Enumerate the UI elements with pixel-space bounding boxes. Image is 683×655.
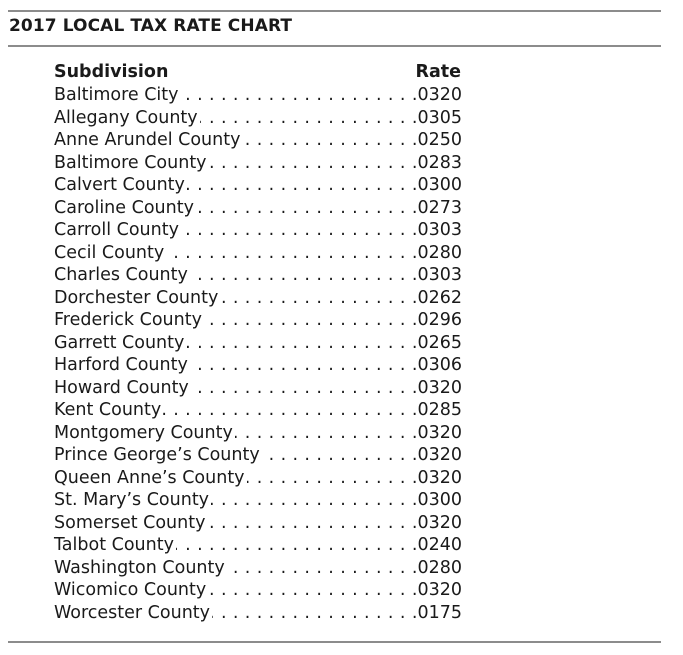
table-row — [54, 557, 464, 580]
tax-rate-value: .0280 — [411, 557, 462, 578]
tax-rate-value: .0300 — [411, 490, 462, 510]
tax-rate-value: .0320 — [411, 422, 462, 443]
tax-rate-value: .0283 — [411, 152, 462, 173]
table-row — [54, 534, 464, 557]
table-row — [54, 84, 464, 107]
tax-rate-value: .0265 — [411, 332, 462, 353]
subdivision-name: Allegany County — [54, 107, 198, 128]
page-title: 2017 LOCAL TAX RATE CHART — [9, 16, 293, 36]
column-header-rate: Rate — [415, 62, 461, 82]
tax-rate-value: .0296 — [411, 310, 462, 330]
subdivision-name: Frederick County — [54, 310, 202, 330]
subdivision-name: Washington County — [54, 557, 225, 578]
table-row — [54, 219, 464, 242]
table-row — [54, 399, 464, 422]
tax-rate-value: .0320 — [411, 445, 462, 465]
subdivision-name: Garrett County — [54, 332, 185, 353]
table-row — [54, 309, 464, 332]
tax-rate-value: .0280 — [411, 242, 462, 263]
table-row — [54, 332, 464, 355]
subdivision-name: Worcester County — [54, 602, 211, 623]
tax-rate-value: .0285 — [411, 400, 462, 420]
subdivision-name: Queen Anne’s County — [54, 467, 245, 488]
table-row — [54, 152, 464, 175]
subdivision-name: Anne Arundel County — [54, 130, 241, 150]
subdivision-name: Caroline County — [54, 197, 194, 218]
tax-rate-value: .0305 — [411, 107, 462, 128]
tax-rate-value: .0320 — [411, 377, 462, 398]
table-header — [54, 60, 464, 84]
table-row — [54, 264, 464, 287]
subdivision-name: St. Mary’s County — [54, 490, 210, 510]
tax-rate-value: .0320 — [411, 467, 462, 488]
tax-rate-value: .0306 — [411, 355, 462, 375]
subdivision-name: Baltimore City — [54, 85, 179, 105]
table-row — [54, 354, 464, 377]
table-row — [54, 287, 464, 310]
subdivision-name: Dorchester County — [54, 287, 219, 308]
table-row — [54, 107, 464, 130]
subdivision-name: Carroll County — [54, 220, 179, 240]
tax-rate-value: .0262 — [411, 287, 462, 308]
table-body — [54, 84, 464, 624]
table-row — [54, 444, 464, 467]
table-row — [54, 422, 464, 445]
column-header-subdivision: Subdivision — [54, 62, 169, 82]
table-row — [54, 489, 464, 512]
subdivision-name: Prince George’s County — [54, 445, 260, 465]
table-row — [54, 512, 464, 535]
table-row — [54, 377, 464, 400]
tax-rate-value: .0303 — [411, 220, 462, 240]
title-divider — [8, 45, 661, 47]
subdivision-name: Kent County — [54, 400, 162, 420]
table-row — [54, 197, 464, 220]
tax-rate-value: .0320 — [411, 512, 462, 533]
subdivision-name: Charles County — [54, 265, 188, 285]
table-row — [54, 579, 464, 602]
subdivision-name: Howard County — [54, 377, 189, 398]
tax-rate-value: .0320 — [411, 580, 462, 600]
table-row — [54, 602, 464, 625]
table-row — [54, 242, 464, 265]
tax-rate-value: .0300 — [411, 175, 462, 195]
tax-rate-table — [54, 60, 464, 624]
table-row — [54, 174, 464, 197]
subdivision-name: Talbot County — [54, 535, 174, 555]
subdivision-name: Cecil County — [54, 242, 165, 263]
tax-rate-value: .0240 — [411, 535, 462, 555]
tax-rate-value: .0320 — [411, 85, 462, 105]
table-row — [54, 467, 464, 490]
subdivision-name: Wicomico County — [54, 580, 207, 600]
table-row — [54, 129, 464, 152]
subdivision-name: Montgomery County — [54, 422, 233, 443]
subdivision-name: Harford County — [54, 355, 188, 375]
subdivision-name: Baltimore County — [54, 152, 207, 173]
subdivision-name: Somerset County — [54, 512, 206, 533]
top-divider — [8, 10, 661, 12]
subdivision-name: Calvert County — [54, 175, 185, 195]
tax-rate-value: .0273 — [411, 197, 462, 218]
tax-rate-value: .0175 — [411, 602, 462, 623]
bottom-divider — [8, 641, 661, 643]
tax-rate-value: .0303 — [411, 265, 462, 285]
tax-rate-value: .0250 — [411, 130, 462, 150]
